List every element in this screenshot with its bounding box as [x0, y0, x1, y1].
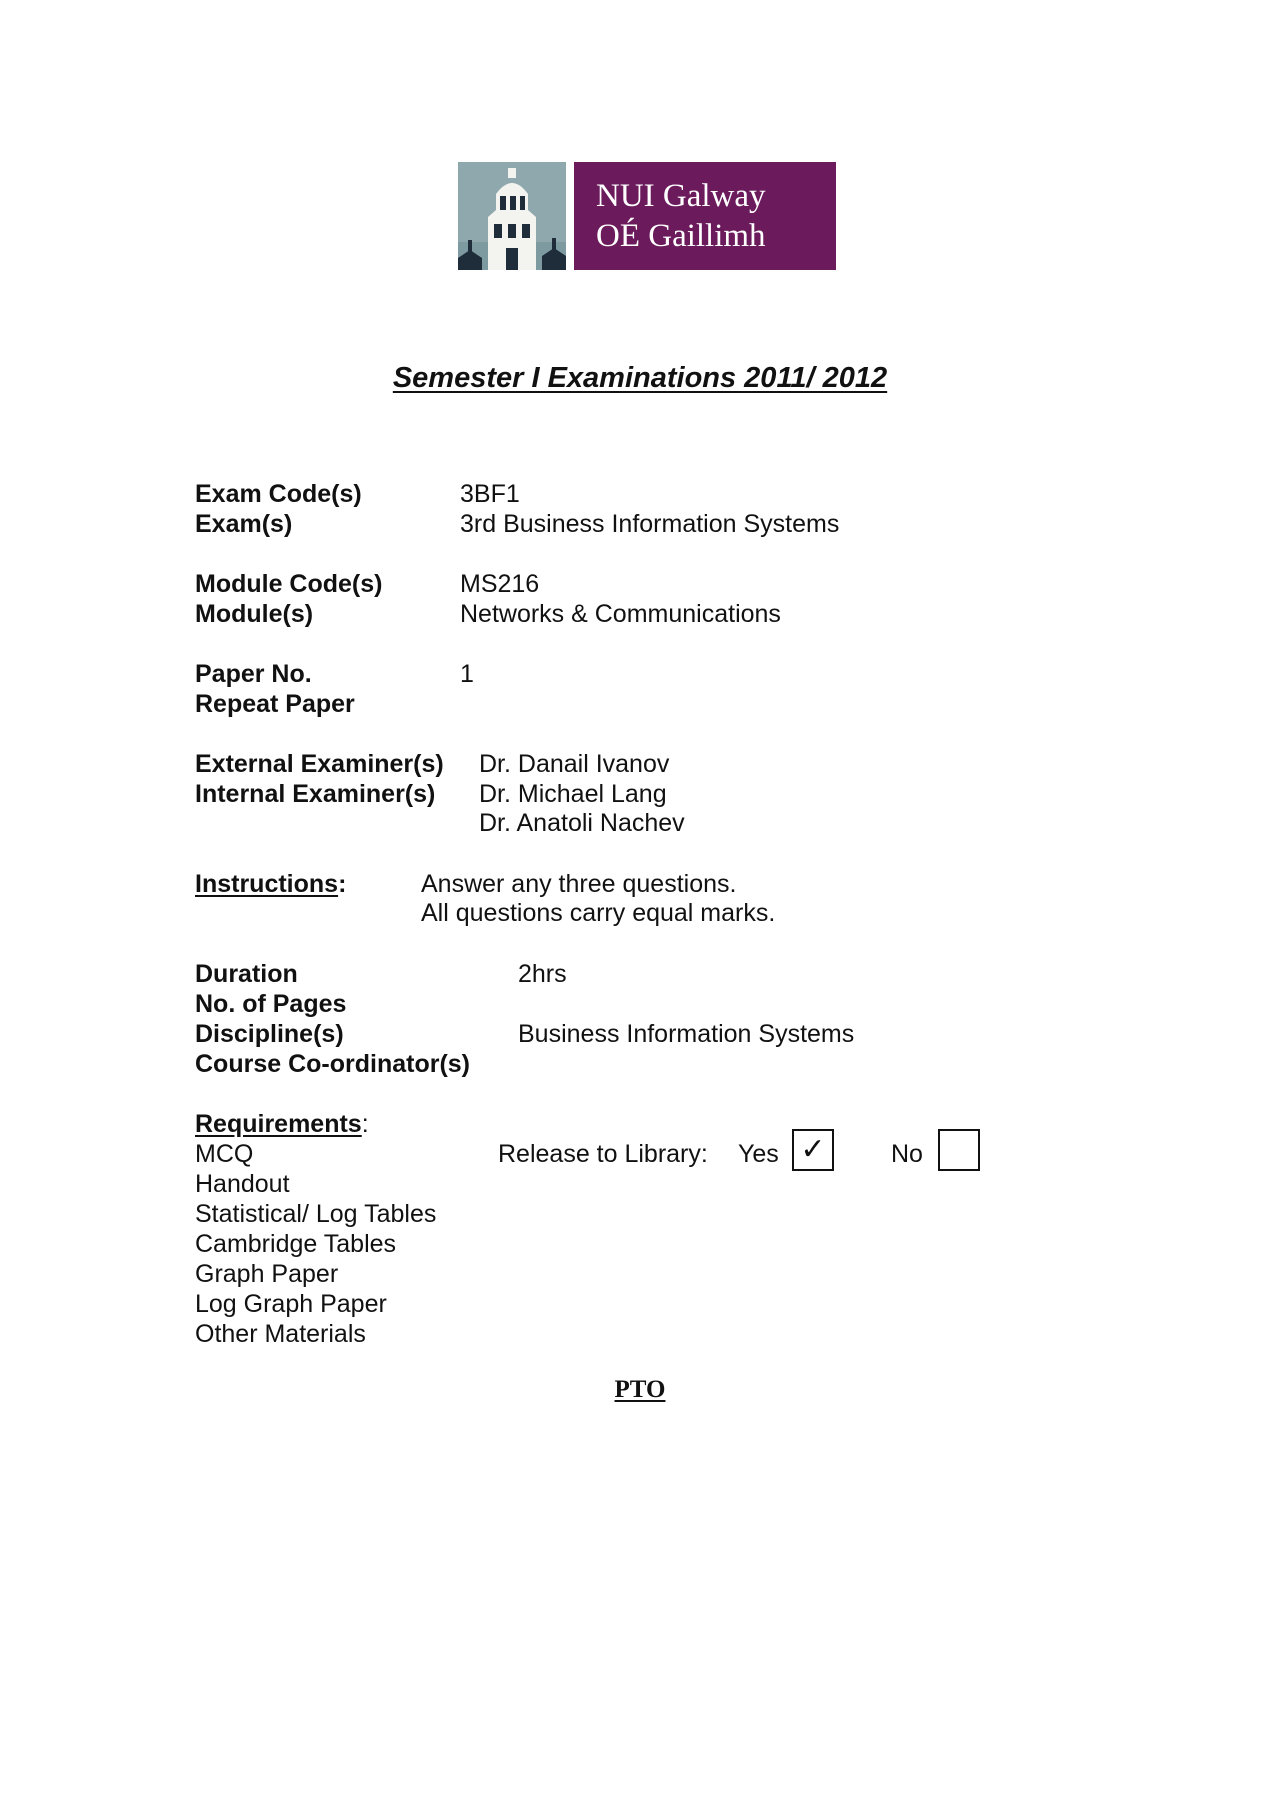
requirement-item: Graph Paper [195, 1260, 339, 1288]
instructions-label-text: Instructions [195, 870, 339, 898]
release-no-checkbox[interactable] [938, 1129, 980, 1171]
requirement-item: Statistical/ Log Tables [195, 1200, 437, 1228]
requirement-item: Other Materials [195, 1320, 366, 1348]
duration-label: Duration [195, 960, 298, 988]
requirement-item: Log Graph Paper [195, 1290, 387, 1318]
paper-no-value: 1 [460, 660, 474, 688]
discipline-label: Discipline(s) [195, 1020, 344, 1048]
requirements-label-text: Requirements [195, 1110, 362, 1138]
logo-line-1: NUI Galway [596, 178, 766, 214]
exam-value: 3rd Business Information Systems [460, 510, 840, 538]
logo-line-2: OÉ Gaillimh [596, 218, 766, 254]
internal-examiner-value-1: Dr. Michael Lang [479, 780, 667, 808]
pto-footer: PTO [614, 1376, 666, 1403]
paper-no-label: Paper No. [195, 660, 312, 688]
release-yes-checkbox[interactable] [792, 1129, 834, 1171]
exam-code-value: 3BF1 [460, 480, 520, 508]
requirement-item: Handout [195, 1170, 290, 1198]
requirement-item: MCQ [195, 1140, 254, 1168]
instructions-colon: : [338, 870, 347, 898]
instruction-line-1: Answer any three questions. [421, 870, 737, 898]
coordinator-label: Course Co-ordinator(s) [195, 1050, 470, 1078]
external-examiner-value: Dr. Danail Ivanov [479, 750, 670, 778]
checkmark-icon: ✓ [800, 1133, 826, 1166]
release-to-library-label: Release to Library: [498, 1140, 708, 1168]
page-title: Semester I Examinations 2011/ 2012 [392, 362, 888, 394]
internal-examiner-label: Internal Examiner(s) [195, 780, 436, 808]
internal-examiner-value-2: Dr. Anatoli Nachev [479, 809, 685, 837]
discipline-value: Business Information Systems [518, 1020, 855, 1048]
pages-label: No. of Pages [195, 990, 347, 1018]
module-label: Module(s) [195, 600, 314, 628]
instruction-line-2: All questions carry equal marks. [421, 899, 776, 927]
release-no-label: No [891, 1140, 923, 1168]
exam-code-label: Exam Code(s) [195, 480, 362, 508]
requirements-label [195, 1109, 369, 1139]
instructions-label [195, 869, 346, 899]
duration-value: 2hrs [518, 960, 567, 988]
release-yes-label: Yes [738, 1140, 779, 1168]
logo-wordmark [574, 162, 836, 270]
module-value: Networks & Communications [460, 600, 781, 628]
university-tower-icon [458, 162, 566, 270]
requirement-item: Cambridge Tables [195, 1230, 397, 1258]
exam-label: Exam(s) [195, 510, 293, 538]
repeat-paper-label: Repeat Paper [195, 690, 355, 718]
module-code-value: MS216 [460, 570, 540, 598]
university-logo [458, 162, 836, 270]
requirements-colon: : [361, 1110, 369, 1138]
module-code-label: Module Code(s) [195, 570, 383, 598]
external-examiner-label: External Examiner(s) [195, 750, 444, 778]
